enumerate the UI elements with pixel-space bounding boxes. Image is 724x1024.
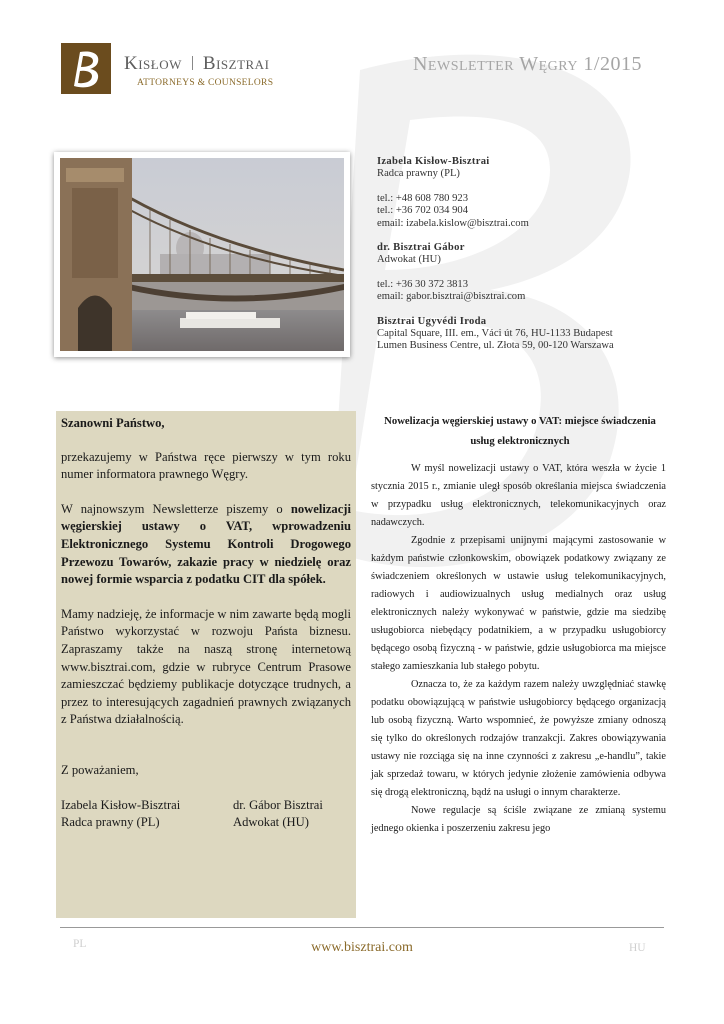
firm-name-part-2: Bisztrai — [202, 53, 270, 74]
photo-frame — [54, 152, 350, 357]
logo-divider — [192, 56, 193, 70]
newsletter-title: Newsletter Węgry 1/2015 — [412, 53, 642, 75]
logo-monogram-icon — [66, 48, 106, 90]
article-title: Nowelizacja węgierskiej ustawy o VAT: miejsce świadczenia usług elektronicznych — [384, 415, 656, 447]
signature-roles — [61, 814, 351, 832]
contact-2-email[interactable]: email: gabor.bisztrai@bisztrai.com — [377, 291, 526, 303]
footer-language-hu: HU — [629, 942, 646, 954]
contact-2-role: Adwokat (HU) — [377, 254, 441, 266]
contact-2-name: dr. Bisztrai Gábor — [377, 242, 465, 254]
article-paragraph-4: Nowe regulacje są ściśle związane ze zmianą systemu jednego okienka i poszerzeniu zakresu jego — [371, 805, 666, 834]
contact-1-name: Izabela Kisłow-Bisztrai — [377, 156, 490, 167]
letter-paragraph-2 — [61, 501, 351, 589]
footer-language-pl: PL — [73, 938, 87, 950]
firm-tagline: ATTORNEYS & COUNSELORS — [137, 78, 274, 88]
contact-block — [377, 156, 614, 353]
office-address-warsaw: Lumen Business Centre, ul. Złota 59, 00-120 Warszawa — [377, 340, 614, 352]
contact-1-email[interactable]: email: izabela.kislow@bisztrai.com — [377, 217, 529, 229]
firm-name — [124, 53, 269, 75]
article-body — [371, 460, 666, 838]
signature-2-name: dr. Gábor Bisztrai — [233, 797, 323, 812]
contact-1-phone-hu: tel.: +36 702 034 904 — [377, 205, 469, 217]
office-address-budapest: Capital Square, III. em., Váci út 76, HU-1133 Budapest — [377, 328, 613, 340]
letter-paragraph-2-topics: nowelizacji węgierskiej ustawy o VAT, wprowadzeniu Elektronicznego Systemu Kontroli Drogowego Przewozu Towarów, zakazie pracy w niedzielę oraz nowej formie wsparcia z podatku CIT dla spółek. — [61, 501, 351, 587]
contact-2-phone: tel.: +36 30 372 3813 — [377, 278, 469, 290]
letter-paragraph-2-intro: W najnowszym Newsletterze piszemy o — [61, 501, 291, 516]
signature-1-role: Radca prawny (PL) — [61, 815, 160, 830]
letter-paragraph-3: Mamy nadzieję, że informacje w nim zawarte będą mogli Państwo wykorzystać w rozwoju Państa biznesu. Zapraszamy także na naszą stronę internetową www.bisztrai.com, gdzie w rubryce Centrum Prasowe zamieszczać będziemy publikacje dotyczące trudnych, a przez to interesujących zagadnień prawnych związanych z Państwa działalnością. — [61, 606, 351, 727]
article-paragraph-2: Zgodnie z przepisami unijnymi mającymi zastosowanie w każdym państwie członkowskim, obowiązek podatkowy związany ze świadczeniem określonych w ustawie usług telekomunikacyjnych, radiowych i audiowizualnych usług medialnych oraz usług elektronicznych należy wykonywać w państwie, gdzie ma siedzibę usługobiorca niebędący podatnikiem, a w przypadku usługobiorcy będącego osobą fizyczną - w państwie, gdzie usługobiorca ma miejsce stałego zamieszkania lub stałego pobytu. — [371, 535, 666, 672]
footer-divider — [60, 927, 664, 928]
letter-greeting: Szanowni Państwo, — [61, 416, 165, 430]
letter-closing: Z poważaniem, — [61, 762, 139, 777]
contact-1-phone-pl: tel.: +48 608 780 923 — [377, 192, 469, 204]
article-paragraph-3: Oznacza to, że za każdym razem należy uwzględniać stawkę podatku obowiązującą w państwie usługobiorcy będącego organizacją lub osobą fizyczną. Warto wspomnieć, że powyższe zmiany odnoszą się tylko do określonych rodzajów tranzakcji. Zakres obowiązywania ustawy nie rozciąga się na inne czynności z zakresu „e-handlu”, takie jak sprzedaż towaru, w których jedynie złożenie zamówienia odbywa się drogą elektroniczną, bądź na usługi o innym charakterze. — [371, 679, 666, 798]
letter-paragraph-1: przekazujemy w Państwa ręce pierwszy w tym roku numer informatora prawnego Węgry. — [61, 449, 351, 482]
firm-logo — [61, 43, 111, 94]
firm-name-part-1: Kisłow — [124, 53, 182, 74]
signature-1-name: Izabela Kisłow-Bisztrai — [61, 797, 181, 812]
editorial-letter-box — [56, 411, 356, 918]
footer-website-link[interactable]: www.bisztrai.com — [311, 940, 413, 955]
article-paragraph-1: W myśl nowelizacji ustawy o VAT, która weszła w życie 1 stycznia 2015 r., zmianie uległ sposób określania miejsca świadczenia w przypadku usług elektronicznych, telekomunikacyjnych oraz nadawczych. — [371, 463, 666, 528]
contact-1-role: Radca prawny (PL) — [377, 168, 460, 180]
signature-2-role: Adwokat (HU) — [233, 815, 309, 830]
office-name: Bisztrai Ugyvédi Iroda — [377, 315, 487, 327]
signature-names — [61, 797, 351, 815]
chain-bridge-photo — [60, 158, 344, 351]
